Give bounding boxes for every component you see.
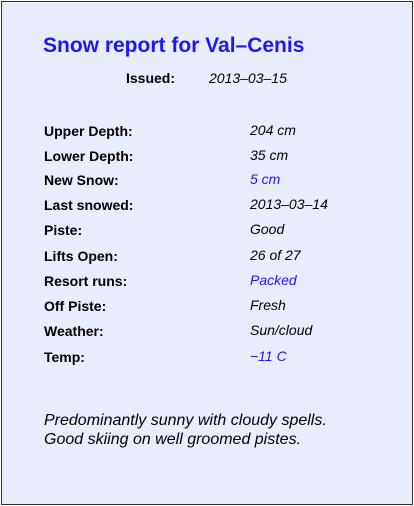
lower-depth-value: 35 cm: [250, 147, 289, 163]
weather-label: Weather:: [44, 323, 104, 339]
new-snow-value: 5 cm: [250, 171, 281, 187]
last-snowed-label: Last snowed:: [44, 197, 134, 213]
resort-runs-label: Resort runs:: [44, 273, 128, 289]
new-snow-label: New Snow:: [44, 172, 119, 188]
issued-date: 2013–03–15: [209, 70, 287, 86]
summary-line-2: Good skiing on well groomed pistes.: [44, 431, 302, 448]
lifts-open-label: Lifts Open:: [44, 248, 118, 264]
temp-label: Temp:: [44, 349, 85, 365]
resort-runs-value: Packed: [250, 272, 297, 288]
lower-depth-label: Lower Depth:: [44, 148, 134, 164]
report-summary: [44, 411, 394, 449]
weather-value: Sun/cloud: [250, 322, 313, 338]
temp-value: −11 C: [250, 348, 287, 364]
report-title: Snow report for Val–Cenis: [43, 34, 305, 57]
last-snowed-value: 2013–03–14: [250, 196, 328, 212]
issued-label: Issued:: [126, 70, 176, 86]
piste-label: Piste:: [44, 222, 83, 238]
off-piste-value: Fresh: [250, 297, 286, 313]
off-piste-label: Off Piste:: [44, 298, 107, 314]
lifts-open-value: 26 of 27: [250, 247, 301, 263]
summary-line-1: Predominantly sunny with cloudy spells.: [44, 412, 327, 429]
piste-value: Good: [250, 221, 285, 237]
upper-depth-value: 204 cm: [250, 122, 296, 138]
snow-report-card: [1, 1, 413, 505]
upper-depth-label: Upper Depth:: [44, 123, 133, 139]
